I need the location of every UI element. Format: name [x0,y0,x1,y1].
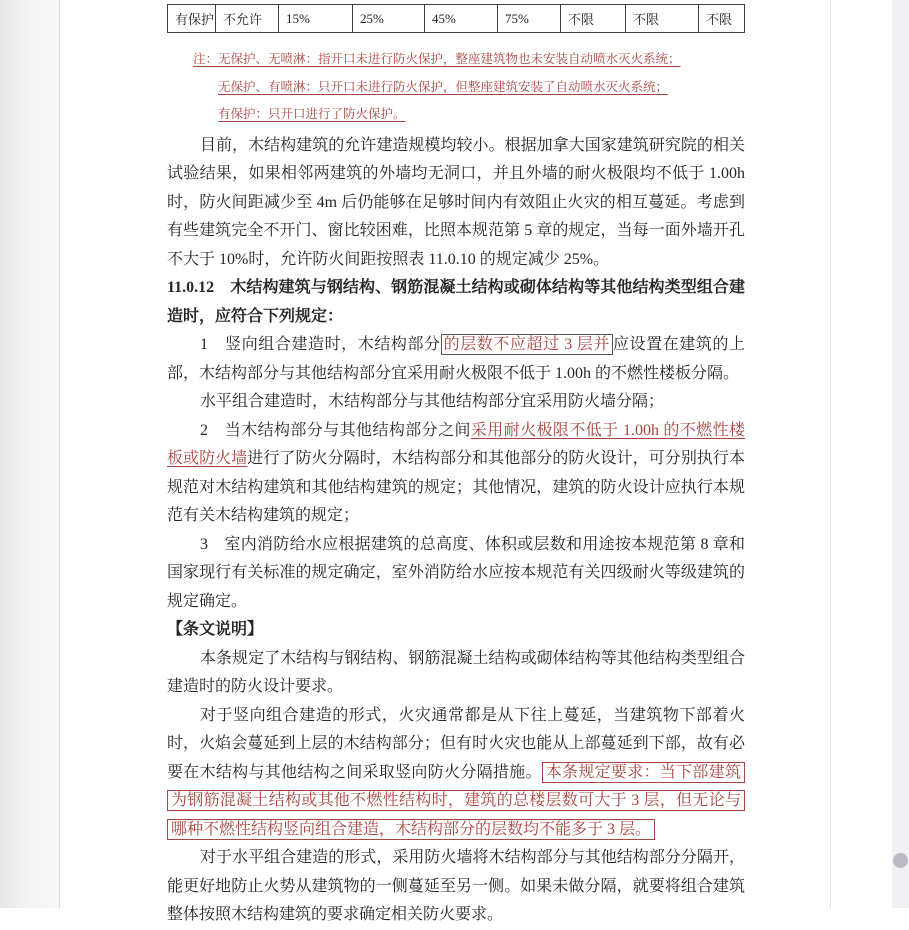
text-segment: 对于水平组合建造的形式，采用防火墙将木结构部分与其他结构部分分隔开，能更好地防止火势从建筑物的一侧蔓延至另一侧。如果未做分隔，就要将组合建筑整体按照木结构建筑的要求确定相关防火要求。 [167,849,745,923]
text-segment: 对于竖向组合建造的形式，火灾通常都是从下往上蔓延，当建筑物下部着火时，火焰会蔓延到上层的木结构部分；但有时火灾也能从上部蔓延到下部，故有必要在木结构与其他结构之间采取竖向防火分隔措施。 [167,706,745,781]
table-cell: 不限 [561,5,626,32]
paragraph [167,645,745,702]
left-page-margin [0,0,60,908]
highlight-red-graybox: 的层数不应超过 3 层并 [441,334,613,355]
paragraph [167,331,745,388]
text-segment: 目前，木结构建筑的允许建造规模均较小。根据加拿大国家建筑研究院的相关试验结果，如果相邻两建筑的外墙均无洞口，并且外墙的耐火极限均不低于 1.00h 时，防火间距减少至 4m 后仍能够在足够时间内有效阻止火灾的相互蔓延。考虑到有些建筑完全不开门、窗比较困难，比照本规范第 5 章的规定，当每一面外墙开孔不大于 10%时，允许防火间距按照表 11.0.10 的规定减少 25%。 [167,136,745,268]
text-segment: 应设置在建筑的上部，木结构部分与其他结构部分宜采用耐火极限不低于 1.00h 的不燃性楼板分隔。 [167,336,745,382]
text-segment: 【条文说明】 [167,621,264,638]
table-cell: 75% [498,5,561,32]
paragraph [167,844,745,930]
note-line [193,101,745,129]
highlight-red-underline: 采用耐火极限不低于 1.00h 的不燃性楼板或防火墙 [167,421,745,467]
text-segment: 2 当木结构部分与其他结构部分之间 [200,421,471,439]
paragraph [167,417,745,531]
paragraph [167,616,745,645]
scrollbar-thumb[interactable] [893,853,908,868]
page-edge-line [830,0,831,908]
table-notes [167,46,745,129]
table-cell: 不限 [706,12,733,27]
note-line [193,46,745,74]
paragraph [167,132,745,275]
table-cell: 45% [425,5,498,32]
table-cell: 25% [353,5,425,32]
note-text: 有保护：只开口进行了防火保护。 [218,107,406,121]
text-segment: 本条规定了木结构与钢结构、钢筋混凝土结构或砌体结构等其他结构类型组合建造时的防火设计要求。 [167,649,745,695]
note-text: 无保护、有喷淋：只开口未进行防火保护，但整座建筑安装了自动喷水灭火系统； [218,79,669,94]
paragraph [167,388,745,417]
text-segment: 进行了防火分隔时，木结构部分和其他部分的防火设计，可分别执行本规范对木结构建筑和其他结构建筑的规定；其他情况，建筑的防火设计应执行本规范有关木结构建筑的规定； [167,450,745,524]
paragraph [167,531,745,617]
paragraph [167,274,745,331]
document-page [167,4,745,930]
table-cell: 不允许 [216,5,279,32]
text-segment: 水平组合建造时，木结构部分与其他结构部分宜采用防火墙分隔； [200,393,665,410]
table-cell: 15% [279,5,353,32]
highlight-red-redbox: 本条规定要求：当下部建筑为钢筋混凝土结构或其他不燃性结构时，建筑的总楼层数可大于 3 层，但无论与哪种不燃性结构竖向组合建造，木结构部分的层数均不能多于 3 层。 [167,762,745,840]
table-cell: 有保护 [168,5,216,32]
document-body [167,132,745,930]
text-segment: 11.0.12 木结构建筑与钢结构、钢筋混凝土结构或砌体结构等其他结构类型组合建造时，应符合下列规定： [167,279,745,325]
scrollbar-track[interactable] [892,0,909,908]
note-line [193,74,745,102]
note-text: 注：无保护、无喷淋：指开口未进行防火保护，整座建筑物也未安装自动喷水灭火系统； [193,52,681,66]
fire-protection-table [167,4,745,33]
paragraph [167,702,745,845]
table-cell: 不限 [626,5,699,32]
text-segment: 1 竖向组合建造时，木结构部分 [200,336,441,353]
text-segment: 3 室内消防给水应根据建筑的总高度、体积或层数和用途按本规范第 8 章和国家现行有关标准的规定确定，室外消防给水应按本规范有关四级耐火等级建筑的规定确定。 [167,535,745,610]
